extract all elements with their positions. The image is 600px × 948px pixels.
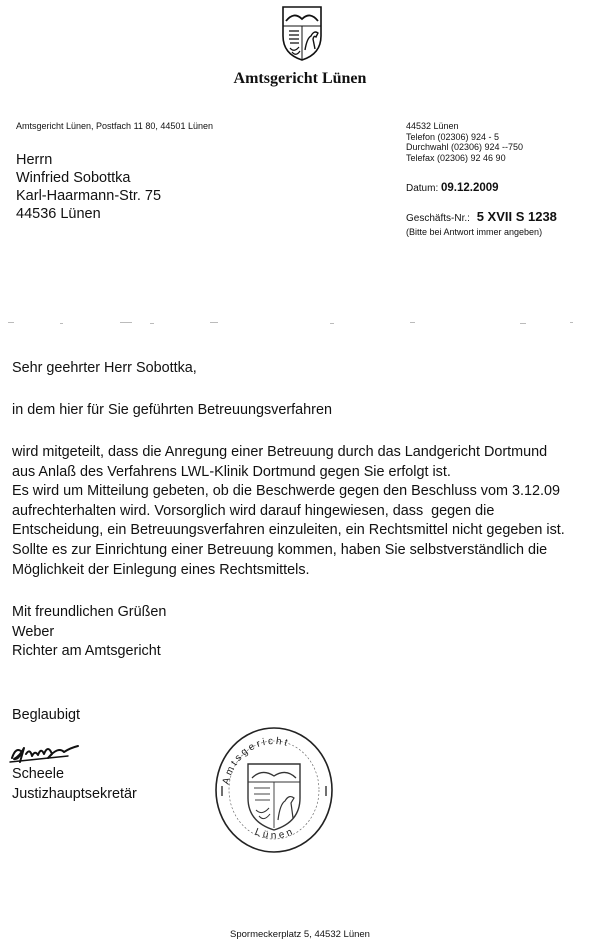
paragraph-line: Möglichkeit der Einlegung eines Rechtsmittels.: [12, 561, 310, 578]
recipient-city: 44536 Lünen: [16, 206, 101, 222]
recipient-name: Winfried Sobottka: [16, 170, 131, 186]
reference-line: [406, 209, 557, 224]
nrw-coat-of-arms-icon: [280, 4, 324, 62]
recipient-street: Karl-Haarmann-Str. 75: [16, 188, 162, 204]
letter-salutation: Sehr geehrter Herr Sobottka,: [12, 360, 197, 376]
letter-closing: [12, 603, 166, 662]
reference-label: Geschäfts-Nr.:: [406, 213, 470, 224]
date-line: [406, 182, 499, 194]
paragraph-line: wird mitgeteilt, dass die Anregung einer Betreuung durch das Landgericht Dortmund: [12, 444, 548, 460]
contact-postal: 44532 Lünen: [406, 121, 459, 131]
contact-block: [406, 121, 523, 163]
date-value: 09.12.2009: [441, 182, 499, 194]
seal-top-text: Amtsgericht: [220, 735, 292, 786]
judge-name: Weber: [12, 623, 55, 640]
scan-artifact-line: [0, 318, 600, 326]
recipient-address: [16, 151, 161, 223]
reference-number: 5 XVII S 1238: [476, 209, 557, 224]
letter-intro: in dem hier für Sie geführten Betreuungsverfahren: [12, 402, 332, 418]
contact-fax: Telefax (02306) 92 46 90: [406, 152, 506, 163]
clerk-name: Scheele: [12, 766, 65, 782]
letter-paragraph: [12, 443, 565, 580]
certification-label: Beglaubigt: [12, 707, 81, 723]
paragraph-line: Sollte es zur Einrichtung einer Betreuung kommen, haben Sie selbstverständlich die: [12, 541, 548, 558]
date-label: Datum:: [406, 183, 439, 194]
clerk-title: Justizhauptsekretär: [12, 785, 137, 802]
paragraph-line: Entscheidung, ein Betreuungsverfahren einzuleiten, ein Rechtsmittel nicht gegeben ist.: [12, 522, 565, 539]
sender-return-address: Amtsgericht Lünen, Postfach 11 80, 44501 Lünen: [16, 121, 213, 131]
paragraph-line: aus Anlaß des Verfahrens LWL-Klinik Dortmund gegen Sie erfolgt ist.: [12, 463, 451, 480]
clerk-block: [12, 765, 137, 804]
contact-direct-dial: Durchwahl (02306) 924 --750: [406, 142, 524, 152]
footer-address: Spormeckerplatz 5, 44532 Lünen: [230, 929, 370, 940]
court-name-heading: Amtsgericht Lünen: [233, 70, 367, 87]
closing-greeting: Mit freundlichen Grüßen: [12, 604, 167, 620]
judge-title: Richter am Amtsgericht: [12, 643, 161, 660]
recipient-salutation-line: Herrn: [16, 152, 53, 168]
paragraph-line: Es wird um Mitteilung gebeten, ob die Beschwerde gegen den Beschluss vom 3.12.09: [12, 483, 560, 500]
contact-phone: Telefon (02306) 924 - 5: [406, 131, 500, 142]
handwritten-signature: [8, 732, 80, 766]
reference-note: (Bitte bei Antwort immer angeben): [406, 227, 543, 237]
paragraph-line: aufrechterhalten wird. Vorsorglich wird darauf hingewiesen, dass gegen die: [12, 502, 495, 519]
official-court-seal-icon: [212, 724, 336, 856]
seal-bottom-text: Lünen: [253, 825, 297, 842]
